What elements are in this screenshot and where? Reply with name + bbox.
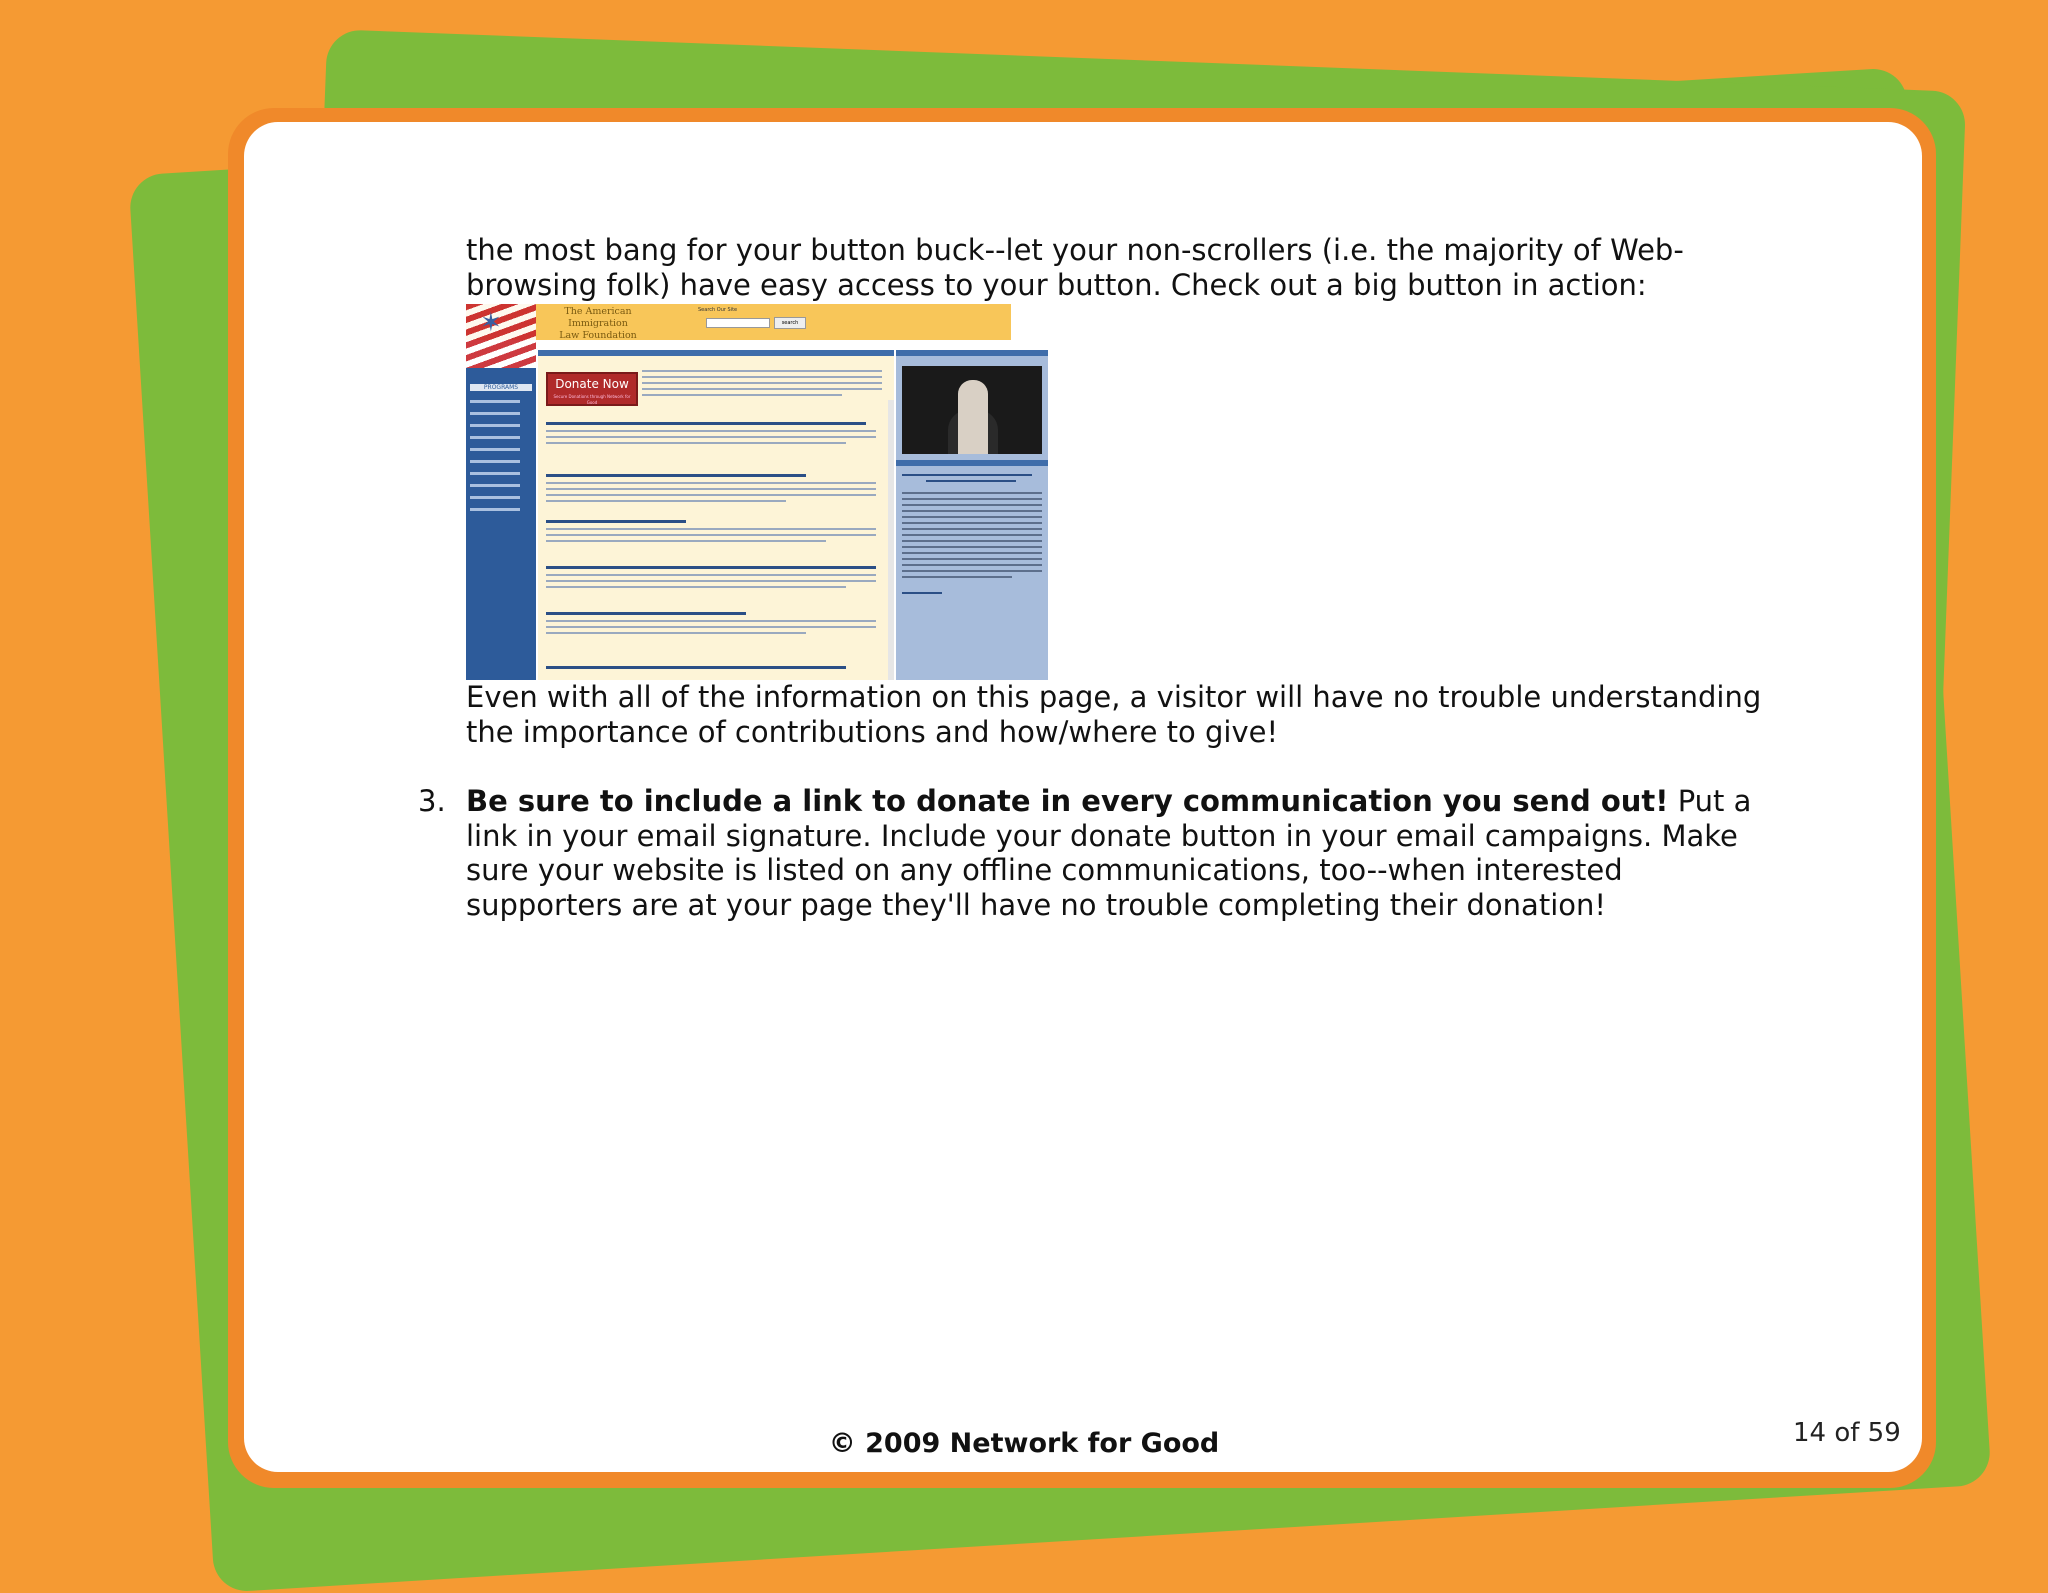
donate-label: Donate Now: [555, 377, 629, 391]
list-item-bold: Be sure to include a link to donate in every communication you send out!: [466, 784, 1669, 818]
site-right-column: [896, 350, 1048, 680]
embedded-website-screenshot: [466, 304, 1048, 680]
site-title-line2: Law Foundation: [559, 330, 637, 341]
site-logo: [548, 306, 648, 342]
after-paragraph: Even with all of the information on this page, a visitor will have no trouble understanding the importance of contributions and how/where to give!: [466, 680, 1762, 749]
list-number: 3.: [418, 784, 446, 818]
site-search: [698, 307, 818, 333]
search-label: Search Our Site: [698, 307, 738, 313]
search-button: search: [774, 317, 806, 329]
video-thumbnail: [902, 366, 1042, 454]
site-sidebar: [466, 368, 536, 680]
footer-copyright: © 2009 Network for Good: [828, 1428, 1220, 1459]
donate-sub: Secure Donations through Network for Good: [553, 394, 631, 405]
intro-paragraph: the most bang for your button buck--let your non-scrollers (i.e. the majority of Web-browsing folk) have easy access to your button. Check out a big button in action:: [466, 233, 1684, 302]
donate-now-button: [546, 372, 638, 406]
list-item-text: Put a link in your email signature. Include your donate button in your email campaigns. Make sure your website is listed on any offline communications, too--when interested supporters are at your page they'll have no trouble completing their donation!: [466, 784, 1752, 922]
site-main-column: [538, 350, 894, 680]
page-number: 14 of 59: [1793, 1418, 1901, 1448]
list-item-3: [418, 784, 1766, 922]
site-title-line1: The American Immigration: [564, 306, 632, 329]
programs-label: PROGRAMS: [470, 384, 532, 391]
statue-icon: ✶: [480, 308, 502, 338]
search-input: [706, 318, 770, 328]
